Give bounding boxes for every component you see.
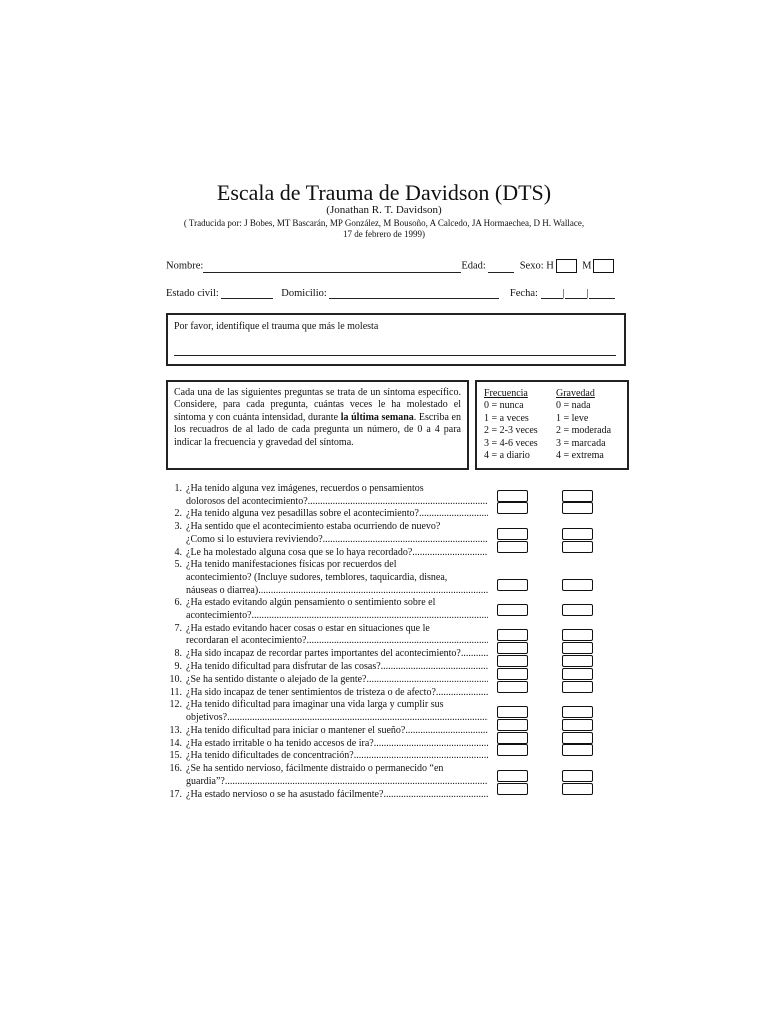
question-number: 4. (174, 546, 182, 558)
frequency-scale: Frecuencia 0 = nunca 1 = a veces 2 = 2-3 veces 3 = 4-6 veces 4 = a diario (484, 388, 538, 462)
question-text: ¿Ha estado irritable o ha tenido accesos de ira? ..... (186, 738, 488, 751)
question-number: 9. (174, 661, 182, 672)
frequency-answer-box[interactable] (497, 706, 528, 718)
severity-answer-box[interactable] (562, 719, 593, 731)
severity-answer-box[interactable] (562, 541, 593, 553)
question-text: ¿Ha sido incapaz de tener sentimientos de tristeza o de afecto? ..... (186, 687, 488, 700)
trauma-box (166, 313, 626, 366)
severity-answer-box[interactable] (562, 579, 593, 591)
question-number: 10. (169, 673, 182, 685)
estado-civil-field[interactable] (221, 287, 273, 299)
question-text: ¿Ha estado nervioso o se ha asustado fácilmente? ..... (186, 789, 488, 802)
question-number: 6. (174, 597, 182, 609)
page-title: Escala de Trauma de Davidson (DTS) (216, 180, 552, 205)
question-text: ¿Ha tenido dificultad para disfrutar de las cosas? ..... (186, 661, 488, 674)
question-number: 14. (169, 737, 182, 749)
severity-answer-box[interactable] (562, 490, 593, 502)
question-number: 3. (174, 521, 182, 533)
frequency-answer-box[interactable] (497, 541, 528, 553)
severity-answer-box[interactable] (562, 681, 593, 693)
frequency-answer-box[interactable] (497, 732, 528, 744)
severity-answer-box[interactable] (562, 783, 593, 795)
severity-answer-box[interactable] (562, 706, 593, 718)
question-number: 12. (169, 699, 182, 711)
question-text: ¿Ha tenido dificultad para imaginar una vida larga y cumplir sus objetivos? ..... (186, 699, 488, 724)
trauma-answer-line[interactable] (174, 355, 616, 356)
frequency-answer-box[interactable] (497, 783, 528, 795)
sexo-m-label: M (582, 260, 592, 272)
instructions-box (166, 380, 469, 470)
question-text: ¿Se ha sentido nervioso, fácilmente distraido o permanecido “en guardia”? ..... (186, 763, 488, 788)
translation-line-1: ( Traducida por: J Bobes, MT Bascarán, MP González, M Bousoño, A Calcedo, JA Hormaechea, D H. Wallace, (183, 218, 585, 228)
severity-header: Gravedad (556, 388, 595, 399)
question-number: 2. (174, 508, 182, 520)
question-number: 15. (169, 750, 182, 762)
frequency-answer-box[interactable] (497, 629, 528, 641)
severity-answer-box[interactable] (562, 629, 593, 641)
frequency-answer-box[interactable] (497, 668, 528, 680)
frequency-answer-box[interactable] (497, 744, 528, 756)
domicilio-field[interactable] (329, 287, 499, 299)
edad-label: Edad: (461, 260, 486, 272)
severity-answer-box[interactable] (562, 502, 593, 514)
question-number: 1. (174, 483, 182, 494)
frequency-answer-box[interactable] (497, 642, 528, 654)
question-number: 11. (169, 686, 182, 698)
question-number: 5. (174, 559, 182, 571)
severity-answer-box[interactable] (562, 528, 593, 540)
severity-answer-box[interactable] (562, 655, 593, 667)
estado-civil-label: Estado civil: (166, 288, 219, 299)
sexo-m-checkbox[interactable] (593, 259, 614, 273)
severity-answer-box[interactable] (562, 770, 593, 782)
fecha-year-field[interactable] (589, 287, 615, 299)
frequency-answer-box[interactable] (497, 655, 528, 667)
domicilio-label: Domicilio: (281, 288, 327, 299)
nombre-field[interactable] (203, 261, 461, 273)
author-line: (Jonathan R. T. Davidson) (326, 204, 442, 216)
frequency-answer-box[interactable] (497, 719, 528, 731)
question-number: 16. (169, 763, 182, 775)
severity-scale: Gravedad 0 = nada 1 = leve 2 = moderada 3 = marcada 4 = extrema (556, 388, 612, 462)
details-row: Estado civil: Domicilio: Fecha: | | (166, 287, 626, 299)
question-text: ¿Le ha molestado alguna cosa que se lo haya recordado? ..... (186, 547, 488, 560)
severity-answer-box[interactable] (562, 642, 593, 654)
severity-answer-box[interactable] (562, 732, 593, 744)
question-text: ¿Ha tenido dificultades de concentración? ..... (186, 750, 488, 763)
frequency-answer-box[interactable] (497, 490, 528, 502)
frequency-header: Frecuencia (484, 388, 528, 399)
fecha-day-field[interactable] (541, 287, 563, 299)
scale-box (475, 380, 629, 470)
severity-answer-box[interactable] (562, 668, 593, 680)
question-text: ¿Ha tenido dificultad para iniciar o mantener el sueño? ..... (186, 725, 488, 738)
instructions-text: Cada una de las siguientes preguntas se trata de un síntoma específico. Considere, para cada pregunta, cuántas veces le ha molestado el síntoma y con cuánta intensidad, durante la última semana. Escriba en los recuadros de al lado de cada pregunta un número, de 0 a 4 para indicar la frecuencia y gravedad del síntoma. (174, 387, 461, 448)
identification-row (166, 259, 626, 273)
question-text: ¿Se ha sentido distante o alejado de la gente? ..... (186, 674, 488, 687)
translation-line-2: 17 de febrero de 1999) (343, 229, 425, 239)
question-number: 8. (174, 648, 182, 660)
question-number: 7. (174, 622, 182, 634)
trauma-prompt: Por favor, identifique el trauma que más le molesta (174, 321, 379, 332)
severity-answer-box[interactable] (562, 604, 593, 616)
frequency-answer-box[interactable] (497, 528, 528, 540)
question-text: ¿Ha estado evitando hacer cosas o estar en situaciones que le recordaran el acontecimiento? ..... (186, 623, 488, 648)
question-text: ¿Ha sido incapaz de recordar partes importantes del acontecimiento? ..... (186, 648, 488, 661)
question-number: 17. (169, 788, 182, 800)
nombre-label: Nombre: (166, 260, 204, 272)
frequency-answer-box[interactable] (497, 579, 528, 591)
fecha-month-field[interactable] (565, 287, 587, 299)
question-text: ¿Ha sentido que el acontecimiento estaba ocurriendo de nuevo? ¿Como si lo estuviera reviviendo? ..... (186, 521, 488, 546)
frequency-answer-box[interactable] (497, 681, 528, 693)
frequency-answer-box[interactable] (497, 604, 528, 616)
question-text: ¿Ha tenido alguna vez imágenes, recuerdos o pensamientos dolorosos del acontecimiento? ..... (186, 483, 488, 508)
question-text: ¿Ha tenido alguna vez pesadillas sobre el acontecimiento? ..... (186, 508, 488, 521)
edad-field[interactable] (488, 261, 514, 273)
frequency-answer-box[interactable] (497, 770, 528, 782)
question-text: ¿Ha tenido manifestaciones físicas por recuerdos del acontecimiento? (Incluye sudores, temblores, taquicardia, disnea, náuseas o diarrea) ..... (186, 559, 488, 597)
question-number: 13. (169, 724, 182, 736)
severity-answer-box[interactable] (562, 744, 593, 756)
sexo-label: Sexo: H (519, 260, 554, 272)
fecha-label: Fecha: (509, 288, 538, 299)
sexo-h-checkbox[interactable] (556, 259, 577, 273)
question-text: ¿Ha estado evitando algún pensamiento o sentimiento sobre el acontecimiento? ..... (186, 597, 488, 622)
frequency-answer-box[interactable] (497, 502, 528, 514)
